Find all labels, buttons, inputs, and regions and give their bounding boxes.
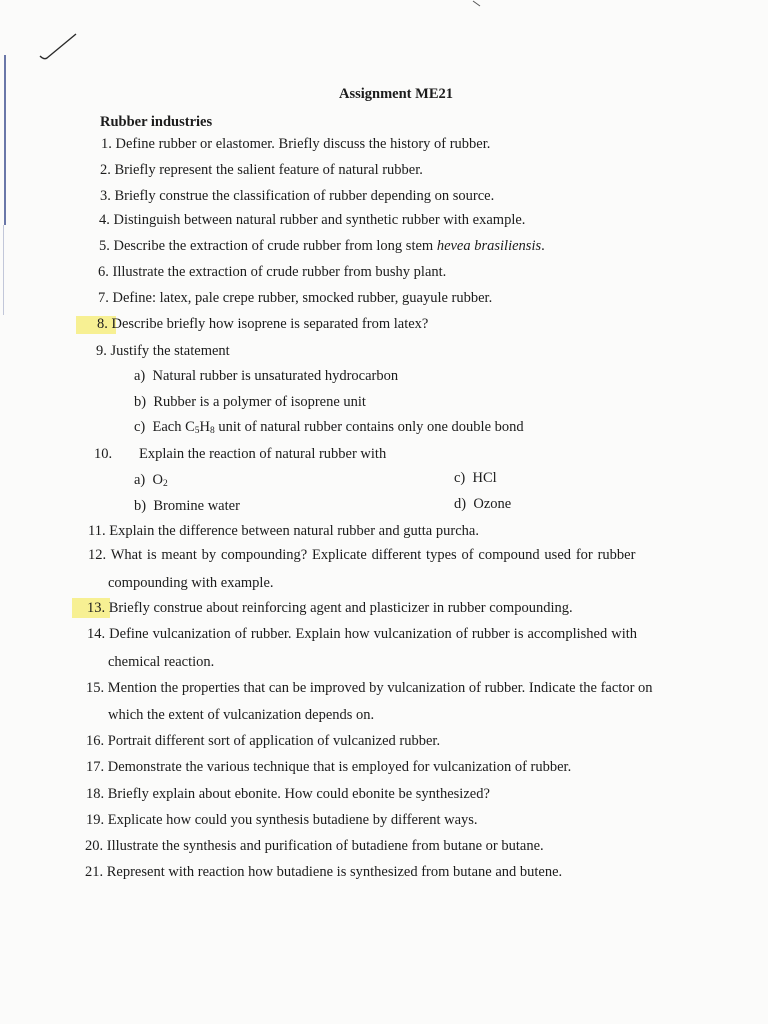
question-item: 19. Explicate how could you synthesis butadiene by different ways.	[86, 812, 478, 828]
question-item: 16. Portrait different sort of application of vulcanized rubber.	[86, 733, 441, 749]
question-item: 20. Illustrate the synthesis and purification of butadiene from butane or butane.	[85, 838, 544, 854]
question-item: 21. Represent with reaction how butadiene is synthesized from butane and butene.	[85, 864, 563, 880]
page-title: Assignment ME21	[339, 86, 453, 102]
question-item: 18. Briefly explain about ebonite. How could ebonite be synthesized?	[86, 786, 490, 802]
sub-item: b) Rubber is a polymer of isoprene unit	[134, 394, 366, 410]
pen-tick-mark	[38, 30, 78, 64]
sub-item: c) Each $C_5H_8$ unit of natural rubber contains only one double bond	[134, 419, 524, 436]
question-item-continuation: chemical reaction.	[108, 654, 215, 670]
question-item: 10. Explain the reaction of natural rubber with	[94, 446, 387, 462]
question-item: 3. Briefly construe the classification of rubber depending on source.	[100, 188, 495, 204]
pen-stroke-mark	[472, 0, 482, 8]
sub-item: a) $O_2$	[134, 472, 168, 489]
question-item: 13. Briefly construe about reinforcing agent and plasticizer in rubber compounding.	[87, 600, 573, 616]
question-item: 6. Illustrate the extraction of crude rubber from bushy plant.	[98, 264, 447, 280]
sub-item: d) Ozone	[454, 496, 512, 512]
question-item: 8. Describe briefly how isoprene is separated from latex?	[97, 316, 429, 332]
question-item: 15. Mention the properties that can be improved by vulcanization of rubber. Indicate the factor on	[86, 680, 653, 696]
question-item: 12. What is meant by compounding? Explicate different types of compound used for rubber	[88, 547, 636, 563]
question-item: 5. Describe the extraction of crude rubber from long stem hevea brasiliensis.	[99, 238, 545, 254]
question-item-continuation: compounding with example.	[108, 575, 274, 591]
question-item: 7. Define: latex, pale crepe rubber, smocked rubber, guayule rubber.	[98, 290, 493, 306]
sub-item: a) Natural rubber is unsaturated hydrocarbon	[134, 368, 399, 384]
question-item: 11. Explain the difference between natural rubber and gutta purcha.	[88, 523, 479, 539]
question-item: 14. Define vulcanization of rubber. Explain how vulcanization of rubber is accomplished with	[87, 626, 638, 642]
scan-edge-line-faint	[3, 225, 4, 315]
question-item-continuation: which the extent of vulcanization depends on.	[108, 707, 375, 723]
sub-item: c) HCl	[454, 470, 497, 486]
question-item: 4. Distinguish between natural rubber and synthetic rubber with example.	[99, 212, 526, 228]
question-item: 1. Define rubber or elastomer. Briefly discuss the history of rubber.	[101, 136, 491, 152]
question-item: 2. Briefly represent the salient feature of natural rubber.	[100, 162, 423, 178]
sub-item: b) Bromine water	[134, 498, 240, 514]
question-item: 9. Justify the statement	[96, 343, 230, 359]
section-heading: Rubber industries	[100, 114, 213, 130]
scan-edge-line	[4, 55, 6, 225]
question-item: 17. Demonstrate the various technique that is employed for vulcanization of rubber.	[86, 759, 572, 775]
